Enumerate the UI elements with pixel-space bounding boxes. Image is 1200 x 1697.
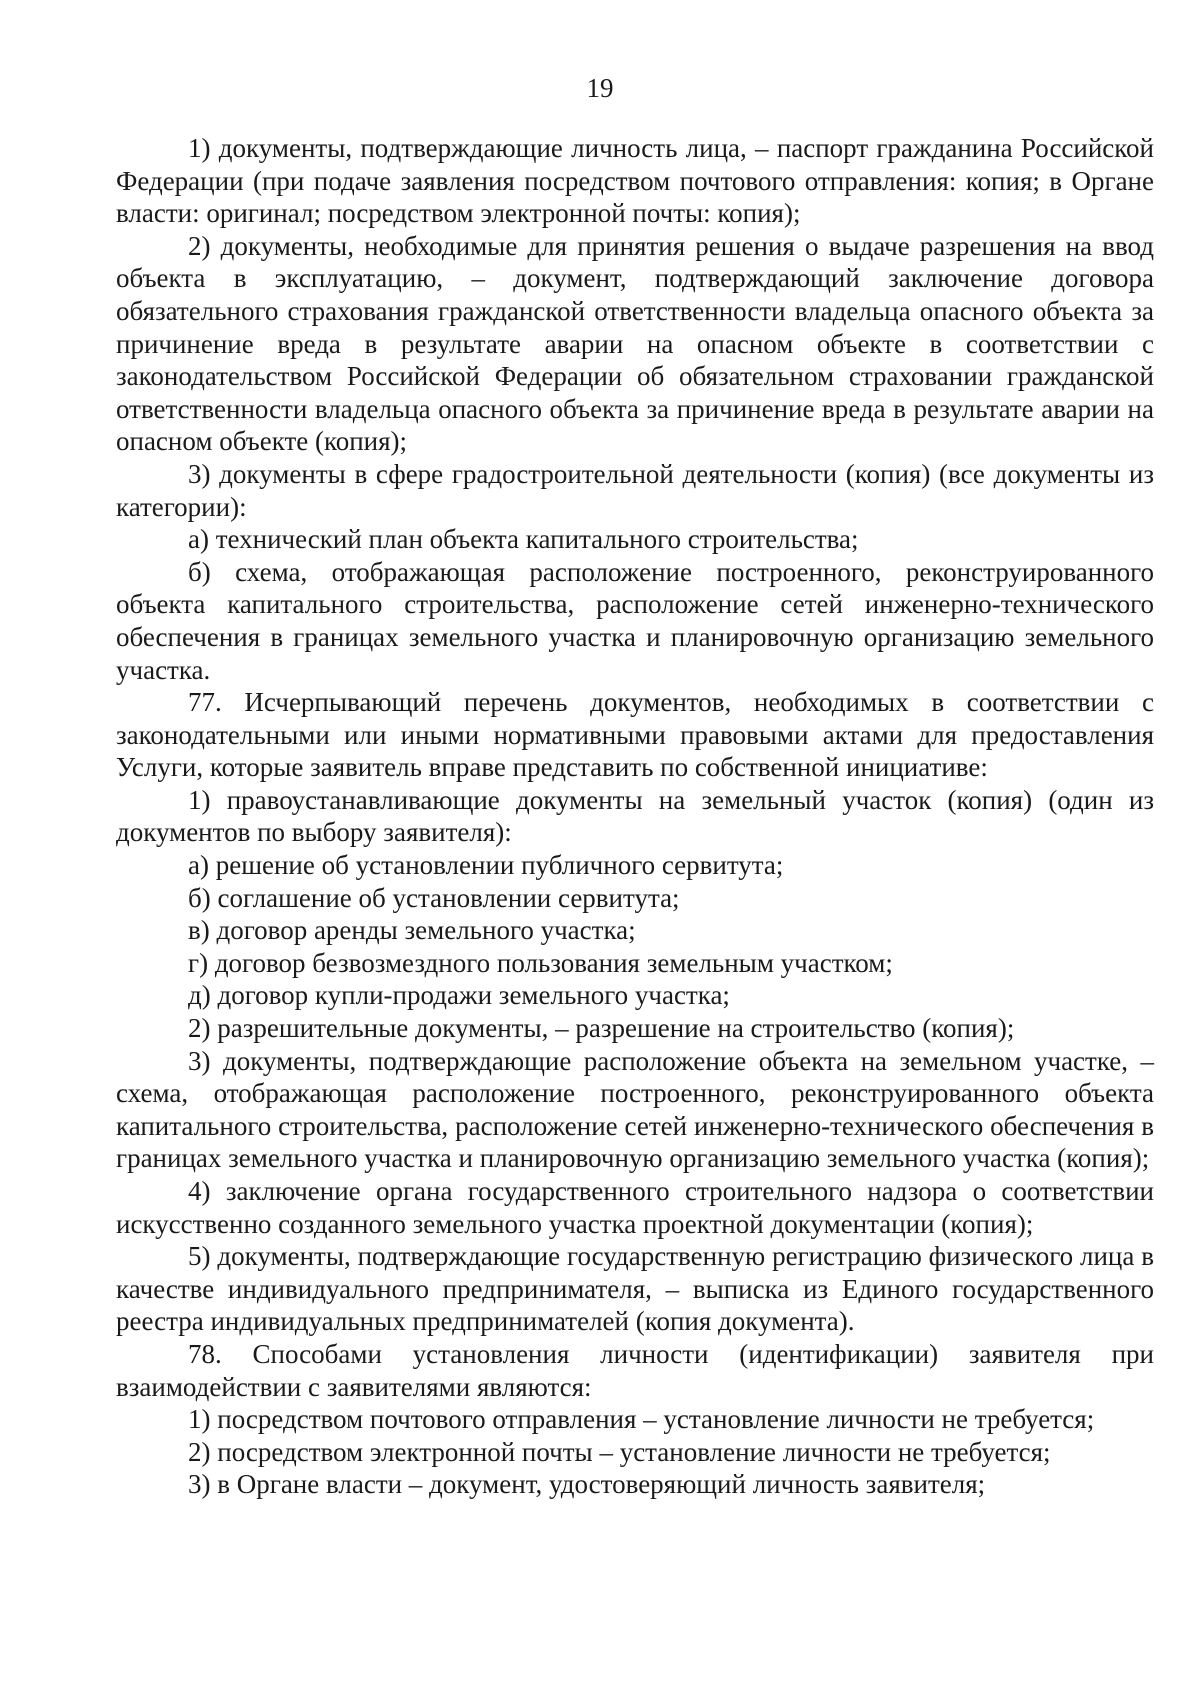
paragraph: 3) в Органе власти – документ, удостоверяющий личность заявителя; (188, 1469, 986, 1500)
paragraph: б) схема, отображающая расположение построенного, реконструированного объекта капитального строительства, расположение сетей инженерно-технического обеспечения в границах земельного участка и планировочную организацию земельного участка. (116, 556, 1154, 685)
paragraph: б) соглашение об установлении сервитута; (188, 882, 680, 913)
paragraph: 78. Способами установления личности (идентификации) заявителя при взаимодействии с заявителями являются: (116, 1338, 1154, 1402)
paragraph: 2) посредством электронной почты – установление личности не требуется; (188, 1436, 1051, 1467)
paragraph: г) договор безвозмездного пользования земельным участком; (188, 947, 893, 978)
paragraph: 4) заключение органа государственного строительного надзора о соответствии искусственно созданного земельного участка проектной документации (копия); (116, 1176, 1154, 1239)
paragraph: д) договор купли-продажи земельного участка; (188, 980, 730, 1011)
paragraph: 2) разрешительные документы, – разрешение на строительство (копия); (188, 1013, 1015, 1044)
paragraph: 1) посредством почтового отправления – установление личности не требуется; (188, 1404, 1095, 1435)
paragraph: 3) документы в сфере градостроительной деятельности (копия) (все документы из категории): (116, 458, 1154, 522)
paragraph: 2) документы, необходимые для принятия решения о выдаче разрешения на ввод объекта в эксплуатацию, – документ, подтверждающий заключение договора обязательного страхования гражданской ответственности владельца опасного объекта за причинение вреда в результате аварии на опасном объекте в соответствии с законодательством Российской Федерации об обязательном страховании гражданской ответственности владельца опасного объекта за причинение вреда в результате аварии на опасном объекте (копия); (116, 230, 1154, 457)
document-body (116, 132, 1154, 1501)
paragraph: 1) правоустанавливающие документы на земельный участок (копия) (один из документов по выбору заявителя): (116, 784, 1154, 848)
paragraph: а) решение об установлении публичного сервитута; (188, 850, 784, 881)
paragraph: а) технический план объекта капитального строительства; (188, 524, 859, 555)
paragraph: 3) документы, подтверждающие расположение объекта на земельном участке, – схема, отображающая расположение построенного, реконструированного объекта капитального строительства, расположение сетей инженерно-технического обеспечения в границах земельного участка и планировочную организацию земельного участка (копия); (116, 1045, 1154, 1174)
page-number: 19 (586, 73, 614, 103)
paragraph: 1) документы, подтверждающие личность лица, – паспорт гражданина Российской Федерации (при подаче заявления посредством почтового отправления: копия; в Органе власти: оригинал; посредством электронной почты: копия); (116, 133, 1154, 229)
paragraph: 77. Исчерпывающий перечень документов, необходимых в соответствии с законодательными или иными нормативными правовыми актами для предоставления Услуги, которые заявитель вправе представить по собственной инициативе: (116, 687, 1154, 783)
paragraph: в) договор аренды земельного участка; (188, 915, 636, 946)
paragraph: 5) документы, подтверждающие государственную регистрацию физического лица в качестве индивидуального предпринимателя, – выписка из Единого государственного реестра индивидуальных предпринимателей (копия документа). (116, 1241, 1154, 1337)
